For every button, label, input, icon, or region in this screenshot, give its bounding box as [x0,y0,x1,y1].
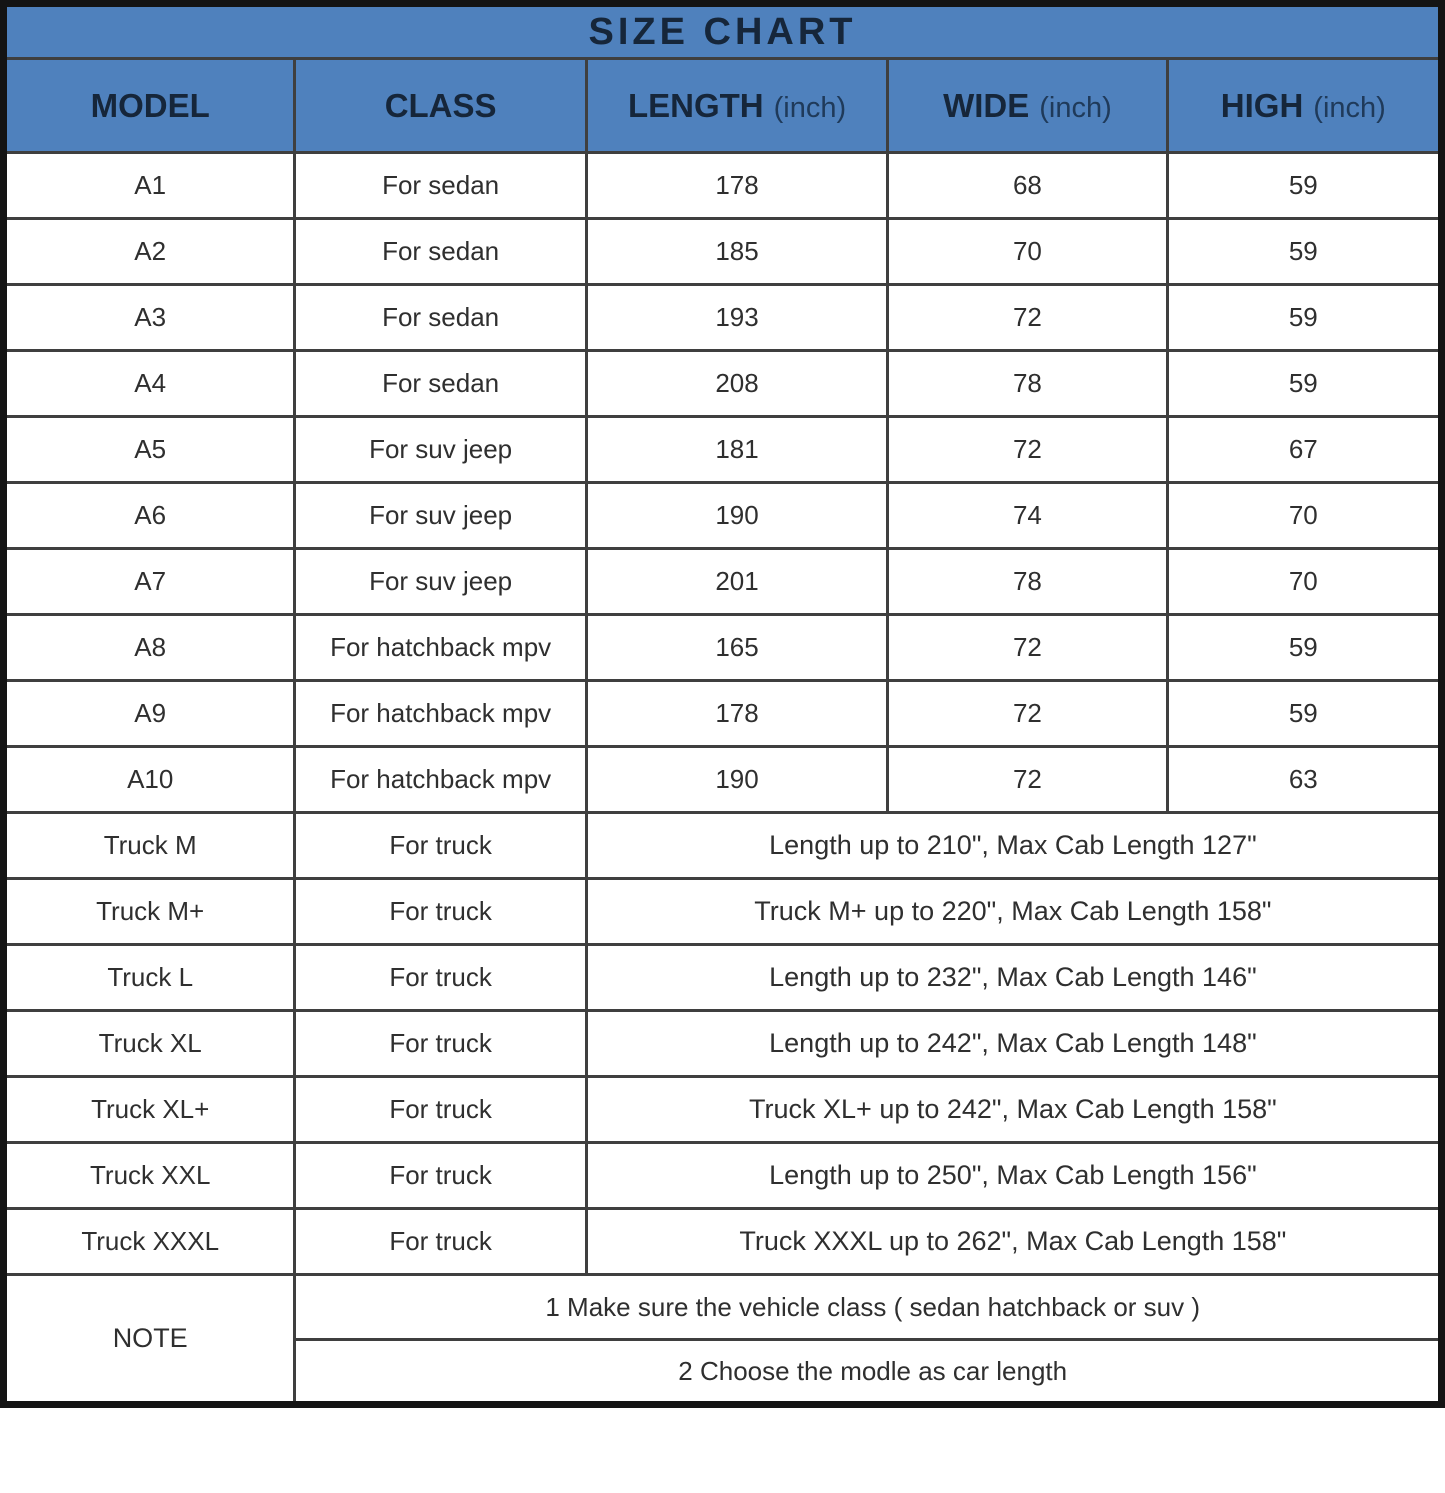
class-cell: For hatchback mpv [295,615,586,681]
table-row [4,483,1442,549]
column-header-label: CLASS [384,86,497,124]
model-cell: Truck XL [4,1011,295,1077]
class-cell: For truck [295,1143,586,1209]
class-cell: For truck [295,945,586,1011]
high-cell: 59 [1167,285,1441,351]
column-header-label: MODEL [90,86,210,124]
column-header-wide [888,59,1167,153]
column-header-label: LENGTH [627,86,764,124]
model-cell: A9 [4,681,295,747]
high-cell: 59 [1167,351,1441,417]
high-cell: 70 [1167,483,1441,549]
length-cell: 185 [586,219,887,285]
model-cell: A1 [4,153,295,219]
model-cell: Truck XXXL [4,1209,295,1275]
truck-row [4,1143,1442,1209]
high-cell: 70 [1167,549,1441,615]
class-cell: For hatchback mpv [295,681,586,747]
model-cell: A5 [4,417,295,483]
table-row [4,351,1442,417]
wide-cell: 78 [888,351,1167,417]
high-cell: 59 [1167,153,1441,219]
truck-spec-cell: Length up to 250", Max Cab Length 156" [586,1143,1441,1209]
wide-cell: 72 [888,285,1167,351]
truck-spec-cell: Length up to 210", Max Cab Length 127" [586,813,1441,879]
length-cell: 208 [586,351,887,417]
class-cell: For truck [295,1077,586,1143]
column-header-model [4,59,295,153]
size-chart-title: SIZE CHART [4,4,1442,59]
length-cell: 201 [586,549,887,615]
column-header-unit: (inch) [1039,91,1112,124]
model-cell: Truck XL+ [4,1077,295,1143]
truck-row [4,945,1442,1011]
length-cell: 190 [586,747,887,813]
class-cell: For sedan [295,219,586,285]
class-cell: For truck [295,1209,586,1275]
table-row [4,285,1442,351]
note-line-cell: 2 Choose the modle as car length [295,1340,1442,1405]
truck-spec-cell: Length up to 232", Max Cab Length 146" [586,945,1441,1011]
model-cell: A3 [4,285,295,351]
length-cell: 193 [586,285,887,351]
model-cell: Truck M [4,813,295,879]
high-cell: 67 [1167,417,1441,483]
model-cell: A10 [4,747,295,813]
class-cell: For suv jeep [295,549,586,615]
truck-spec-cell: Truck XXXL up to 262", Max Cab Length 158" [586,1209,1441,1275]
note-row [4,1275,1442,1340]
length-cell: 190 [586,483,887,549]
high-cell: 59 [1167,615,1441,681]
column-header-length [586,59,887,153]
model-cell: A2 [4,219,295,285]
length-cell: 165 [586,615,887,681]
column-header-label: WIDE [943,86,1030,124]
truck-spec-cell: Truck XL+ up to 242", Max Cab Length 158" [586,1077,1441,1143]
table-row [4,681,1442,747]
class-cell: For truck [295,879,586,945]
note-line-cell: 1 Make sure the vehicle class ( sedan hatchback or suv ) [295,1275,1442,1340]
class-cell: For hatchback mpv [295,747,586,813]
wide-cell: 70 [888,219,1167,285]
class-cell: For sedan [295,153,586,219]
class-cell: For truck [295,813,586,879]
class-cell: For suv jeep [295,483,586,549]
table-row [4,615,1442,681]
model-cell: Truck M+ [4,879,295,945]
length-cell: 178 [586,681,887,747]
table-row [4,549,1442,615]
model-cell: A8 [4,615,295,681]
table-row [4,747,1442,813]
column-header-class [295,59,586,153]
truck-spec-cell: Truck M+ up to 220", Max Cab Length 158" [586,879,1441,945]
high-cell: 59 [1167,219,1441,285]
model-cell: Truck XXL [4,1143,295,1209]
class-cell: For suv jeep [295,417,586,483]
truck-row [4,1209,1442,1275]
wide-cell: 72 [888,417,1167,483]
class-cell: For sedan [295,285,586,351]
class-cell: For truck [295,1011,586,1077]
wide-cell: 72 [888,681,1167,747]
high-cell: 59 [1167,681,1441,747]
wide-cell: 68 [888,153,1167,219]
note-label-cell: NOTE [4,1275,295,1405]
truck-spec-cell: Length up to 242", Max Cab Length 148" [586,1011,1441,1077]
truck-row [4,879,1442,945]
model-cell: A4 [4,351,295,417]
model-cell: Truck L [4,945,295,1011]
header-row [4,59,1442,153]
length-cell: 178 [586,153,887,219]
column-header-unit: (inch) [773,91,847,124]
high-cell: 63 [1167,747,1441,813]
truck-row [4,1011,1442,1077]
table-row [4,219,1442,285]
class-cell: For sedan [295,351,586,417]
column-header-high [1167,59,1441,153]
column-header-unit: (inch) [1313,91,1386,124]
truck-row [4,813,1442,879]
wide-cell: 72 [888,747,1167,813]
model-cell: A7 [4,549,295,615]
table-row [4,417,1442,483]
model-cell: A6 [4,483,295,549]
title-row [4,4,1442,59]
wide-cell: 78 [888,549,1167,615]
table-row [4,153,1442,219]
column-header-label: HIGH [1220,86,1304,124]
length-cell: 181 [586,417,887,483]
wide-cell: 72 [888,615,1167,681]
wide-cell: 74 [888,483,1167,549]
truck-row [4,1077,1442,1143]
